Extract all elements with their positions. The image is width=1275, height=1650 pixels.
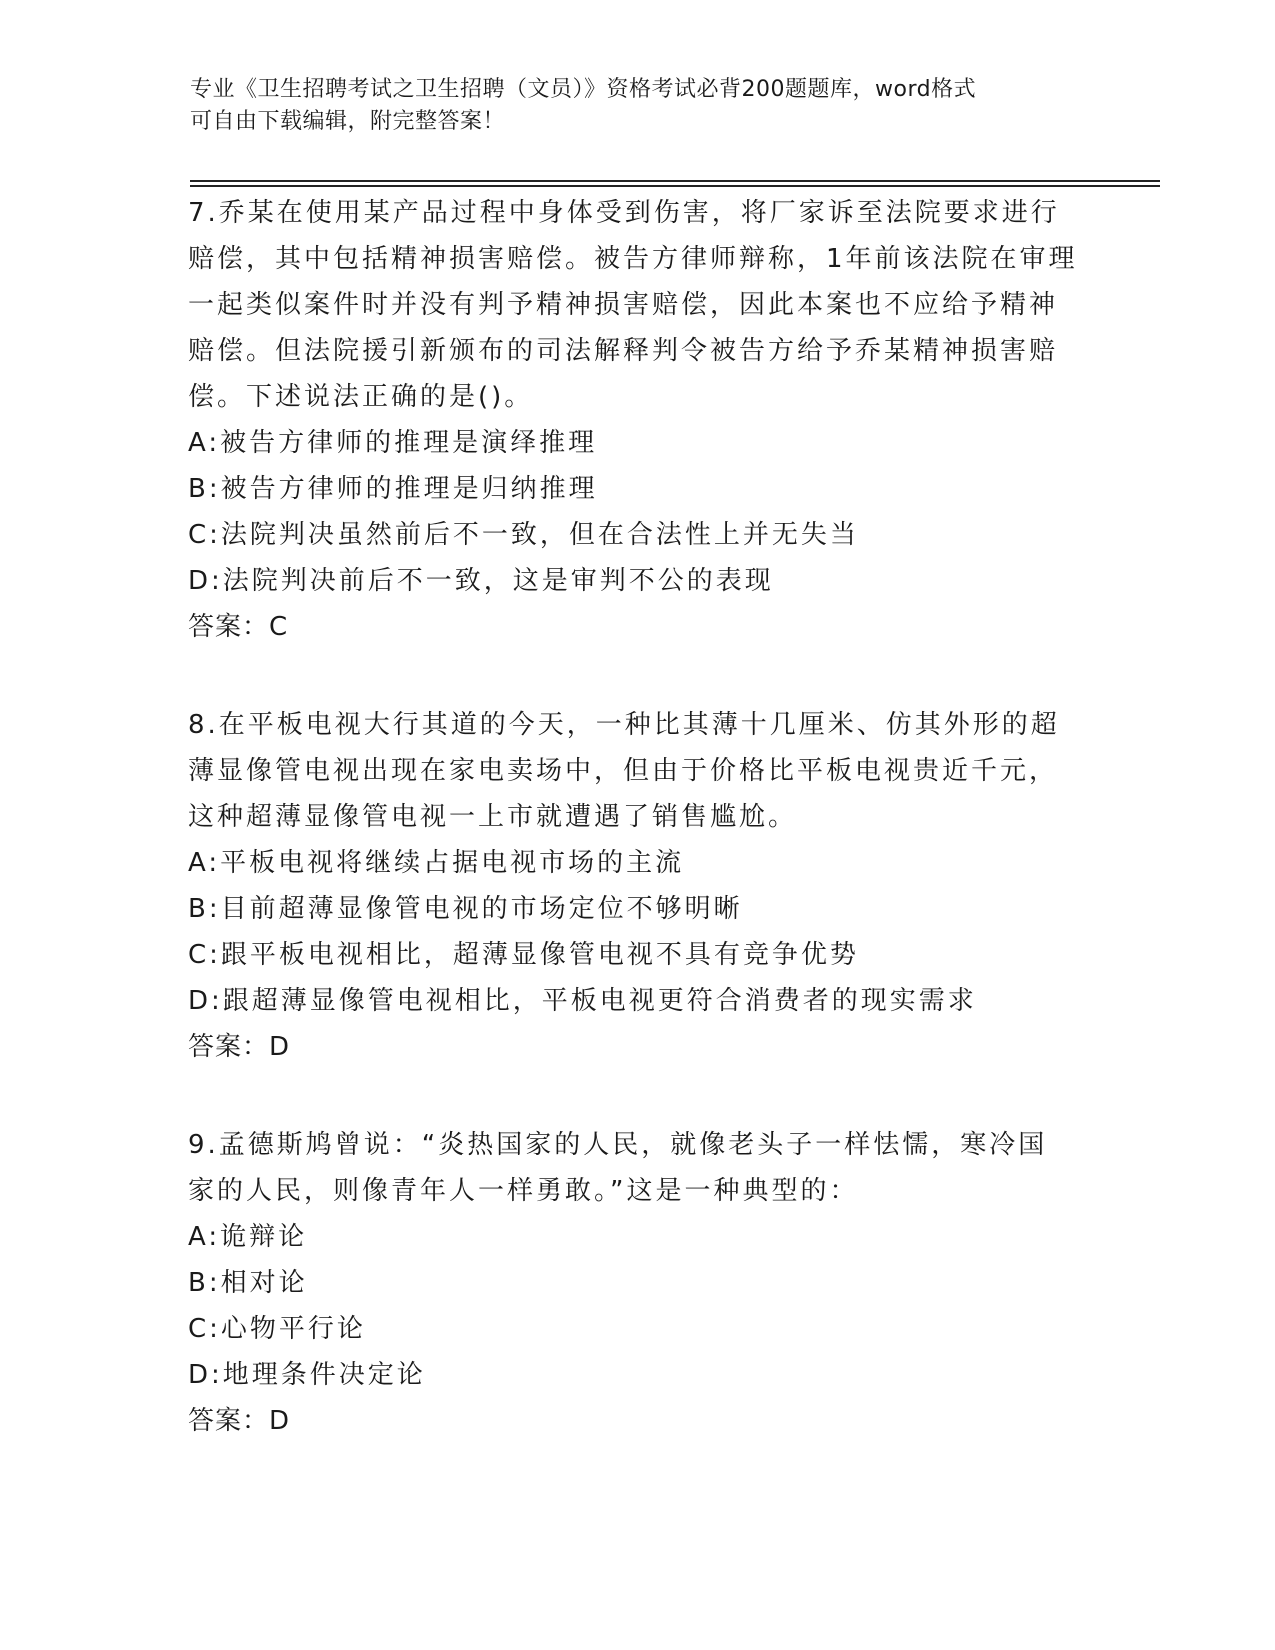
option-b: B:目前超薄显像管电视的市场定位不够明晰 bbox=[188, 894, 743, 924]
question-text-line: 一起类似案件时并没有判予精神损害赔偿，因此本案也不应给予精神 bbox=[188, 290, 1059, 320]
option-a: A:平板电视将继续占据电视市场的主流 bbox=[188, 848, 685, 878]
option-d: D:法院判决前后不一致，这是审判不公的表现 bbox=[188, 566, 774, 596]
option-d: D:跟超薄显像管电视相比，平板电视更符合消费者的现实需求 bbox=[188, 986, 977, 1016]
option-c: C:法院判决虽然前后不一致，但在合法性上并无失当 bbox=[188, 520, 859, 550]
header-line-2: 可自由下载编辑，附完整答案！ bbox=[190, 109, 506, 134]
question-text-line: 赔偿。但法院援引新颁布的司法解释判令被告方给予乔某精神损害赔 bbox=[188, 336, 1059, 366]
option-b: B:相对论 bbox=[188, 1268, 308, 1298]
option-a: A:被告方律师的推理是演绎推理 bbox=[188, 428, 598, 458]
question-text-line: 这种超薄显像管电视一上市就遭遇了销售尴尬。 bbox=[188, 802, 798, 832]
question-text-line: 薄显像管电视出现在家电卖场中，但由于价格比平板电视贵近千元， bbox=[188, 756, 1059, 786]
option-d: D:地理条件决定论 bbox=[188, 1360, 426, 1390]
answer-label: 答案：D bbox=[188, 1406, 291, 1436]
document-header bbox=[190, 74, 1090, 138]
question-list bbox=[188, 190, 1188, 1496]
question-text-line: 9.孟德斯鸠曾说：“炎热国家的人民，就像老头子一样怯懦，寒冷国 bbox=[188, 1130, 1048, 1160]
answer-label: 答案：C bbox=[188, 612, 289, 642]
question-8 bbox=[188, 702, 1188, 1070]
option-b: B:被告方律师的推理是归纳推理 bbox=[188, 474, 598, 504]
question-text-line: 家的人民，则像青年人一样勇敢。”这是一种典型的： bbox=[188, 1176, 859, 1206]
header-line-1: 专业《卫生招聘考试之卫生招聘（文员）》资格考试必背200题题库，word格式 bbox=[190, 77, 977, 102]
header-divider-top bbox=[190, 180, 1160, 182]
option-c: C:心物平行论 bbox=[188, 1314, 366, 1344]
header-divider-bottom bbox=[190, 185, 1160, 187]
question-9 bbox=[188, 1122, 1188, 1444]
question-7 bbox=[188, 190, 1188, 650]
question-text-line: 偿。下述说法正确的是()。 bbox=[188, 382, 534, 412]
option-c: C:跟平板电视相比，超薄显像管电视不具有竞争优势 bbox=[188, 940, 859, 970]
question-text-line: 赔偿，其中包括精神损害赔偿。被告方律师辩称，1年前该法院在审理 bbox=[188, 244, 1078, 274]
option-a: A:诡辩论 bbox=[188, 1222, 308, 1252]
question-text-line: 7.乔某在使用某产品过程中身体受到伤害，将厂家诉至法院要求进行 bbox=[188, 198, 1060, 228]
answer-label: 答案：D bbox=[188, 1032, 291, 1062]
question-text-line: 8.在平板电视大行其道的今天，一种比其薄十几厘米、仿其外形的超 bbox=[188, 710, 1060, 740]
